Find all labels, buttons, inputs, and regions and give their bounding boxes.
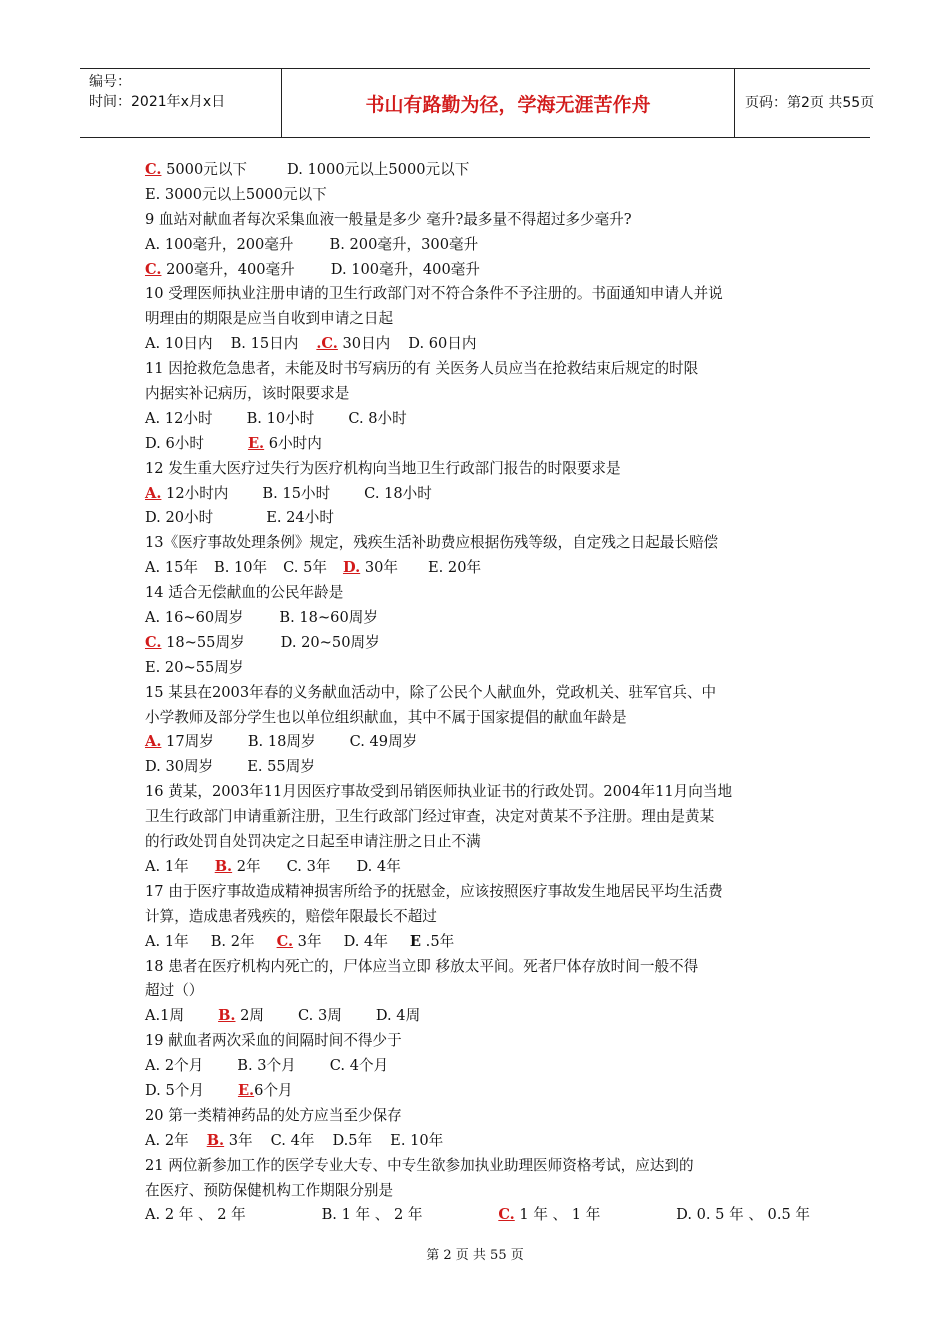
answer-mark: C.	[145, 633, 162, 651]
option-line: A.1周 B. 2周 C. 3周 D. 4周	[145, 1007, 421, 1025]
answer-mark: B.	[206, 1131, 225, 1149]
answer-mark: A.	[145, 733, 162, 751]
option-line: A. 2个月 B. 3个月 C. 4个月	[145, 1057, 389, 1075]
answer-mark: C.	[276, 932, 294, 950]
question-11: 11 因抢救危急患者，未能及时书写病历的有 关医务人员应当在抢救结束后规定的时限	[145, 360, 699, 378]
answer-mark: D.	[342, 559, 361, 577]
question-12: 12 发生重大医疗过失行为医疗机构向当地卫生行政部门报告的时限要求是	[145, 459, 621, 477]
option-line: E. 20~55周岁	[145, 658, 244, 676]
question-9: 9 血站对献血者每次采集血液一般量是多少 毫升?最多量不得超过多少毫升?	[145, 210, 632, 228]
question-14: 14 适合无偿献血的公民年龄是	[145, 584, 344, 602]
option-line: D. 20小时 E. 24小时	[145, 509, 334, 527]
time-label: 时间：2021年x月x日	[89, 94, 226, 110]
question-18: 18 患者在医疗机构内死亡的，尸体应当立即 移放太平间。死者尸体存放时间一般不得	[145, 957, 699, 975]
page-indicator: 页码：第2页 共55页	[745, 95, 875, 111]
answer-mark: E.	[237, 1081, 255, 1099]
question-19: 19 献血者两次采血的间隔时间不得少于	[145, 1032, 402, 1050]
question-10: 10 受理医师执业注册申请的卫生行政部门对不符合条件不予注册的。书面通知申请人并说	[145, 285, 723, 303]
question-13: 13《医疗事故处理条例》规定，残疾生活补助费应根据伤残等级，自定残之日起最长赔偿	[145, 534, 719, 552]
answer-mark: A.	[145, 484, 162, 502]
page-footer: 第 2 页 共 55 页	[426, 1248, 524, 1263]
question-16-cont: 卫生行政部门申请重新注册，卫生行政部门经过审查，决定对黄某不予注册。理由是黄某	[145, 808, 715, 826]
option-line: D. 30周岁 E. 55周岁	[145, 758, 315, 776]
answer-mark: C.	[145, 161, 162, 178]
header-meta	[80, 69, 282, 137]
answer-mark: B.	[218, 1007, 236, 1025]
option-line: A. 16~60周岁 B. 18~60周岁	[145, 609, 378, 627]
question-18-cont: 超过（）	[145, 982, 204, 1000]
question-20: 20 第一类精神药品的处方应当至少保存	[145, 1106, 402, 1124]
option-line: A. 12小时 B. 10小时 C. 8小时	[145, 409, 407, 427]
option-line: A. 15年 B. 10年 C. 5年 D. 30年 E. 20年	[145, 559, 482, 577]
option-line: C. 5000元以下 D. 1000元以上5000元以下	[145, 161, 470, 178]
question-10-cont: 明理由的期限是应当自收到申请之日起	[145, 310, 394, 328]
option-line: A. 2 年 、 2 年 B. 1 年 、 2 年 C. 1 年 、 1 年 D. 0. 5 年 、 0.5 年	[145, 1206, 810, 1224]
option-line: C. 18~55周岁 D. 20~50周岁	[145, 633, 380, 651]
question-11-cont: 内据实补记病历，该时限要求是	[145, 385, 350, 403]
answer-mark: .C.	[316, 335, 338, 353]
question-16-cont: 的行政处罚自处罚决定之日起至申请注册之日止不满	[145, 833, 481, 851]
answer-mark: C.	[498, 1206, 515, 1224]
option-line: C. 200毫升，400毫升 D. 100毫升，400毫升	[145, 260, 480, 278]
option-line: A. 17周岁 B. 18周岁 C. 49周岁	[145, 733, 418, 751]
option-line: E. 3000元以上5000元以下	[145, 185, 327, 203]
option-line: A. 12小时内 B. 15小时 C. 18小时	[145, 484, 432, 502]
option-line: D. 5个月 E.6个月	[145, 1081, 293, 1099]
question-21: 21 两位新参加工作的医学专业大专、中专生欲参加执业助理医师资格考试，应达到的	[145, 1156, 694, 1174]
answer-mark: E.	[247, 434, 265, 452]
number-label: 编号：	[89, 74, 131, 90]
question-17: 17 由于医疗事故造成精神损害所给予的抚慰金，应该按照医疗事故发生地居民平均生活费	[145, 882, 723, 900]
page-header	[80, 68, 875, 138]
question-15: 15 某县在2003年春的义务献血活动中，除了公民个人献血外，党政机关、驻军官兵、中	[145, 683, 717, 701]
option-line: A. 1年 B. 2年 C. 3年 D. 4年	[145, 857, 401, 875]
motto: 书山有路勤为径，学海无涯苦作舟	[282, 69, 735, 137]
question-17-cont: 计算，造成患者残疾的，赔偿年限最长不超过	[145, 907, 437, 925]
question-21-cont: 在医疗、预防保健机构工作期限分别是	[145, 1181, 394, 1199]
answer-mark: C.	[145, 260, 162, 278]
option-line: A. 1年 B. 2年 C. 3年 D. 4年 E .5年	[145, 932, 455, 950]
option-line: A. 10日内 B. 15日内 .C. 30日内 D. 60日内	[145, 335, 477, 353]
option-line: A. 100毫升，200毫升 B. 200毫升，300毫升	[145, 235, 479, 253]
answer-mark: B.	[214, 857, 233, 875]
option-line: D. 6小时 E. 6小时内	[145, 434, 322, 452]
question-15-cont: 小学教师及部分学生也以单位组织献血，其中不属于国家提倡的献血年龄是	[145, 708, 627, 726]
question-body	[145, 158, 810, 1228]
option-line: A. 2年 B. 3年 C. 4年 D.5年 E. 10年	[145, 1131, 444, 1149]
question-16: 16 黄某，2003年11月因医疗事故受到吊销医师执业证书的行政处罚。2004年11月向当地	[145, 783, 733, 801]
